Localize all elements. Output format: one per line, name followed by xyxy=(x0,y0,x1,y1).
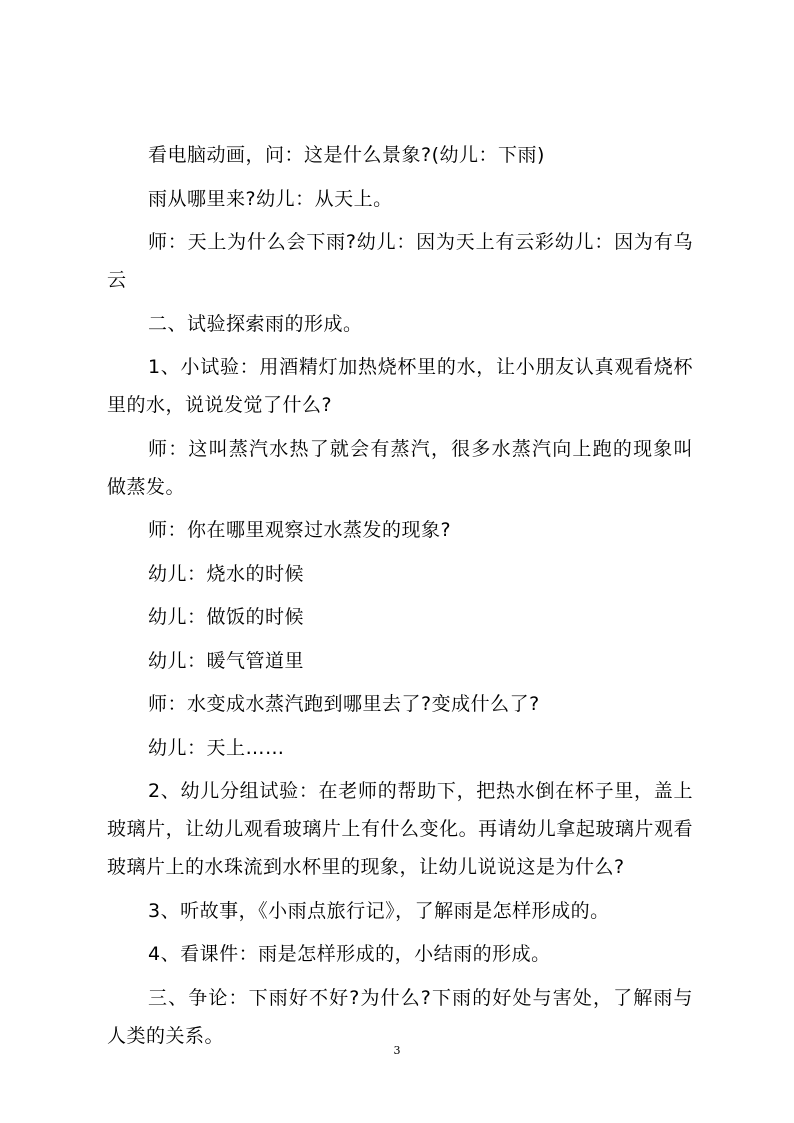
section-heading: 二、试验探索雨的形成。 xyxy=(148,312,363,335)
paragraph: 看电脑动画，问：这是什么景象?(幼儿：下雨) xyxy=(148,144,545,166)
paragraph: 师：天上为什么会下雨?幼儿：因为天上有云彩幼儿：因为有乌云 xyxy=(107,231,693,291)
paragraph: 雨从哪里来?幼儿：从天上。 xyxy=(148,187,393,210)
document-body xyxy=(107,136,693,1060)
paragraph: 1、小试验：用酒精灯加热烧杯里的水，让小朋友认真观看烧杯里的水，说说发觉了什么? xyxy=(107,356,693,416)
paragraph: 4、看课件：雨是怎样形成的，小结雨的形成。 xyxy=(148,943,551,965)
paragraph: 3、听故事，《小雨点旅行记》，了解雨是怎样形成的。 xyxy=(148,899,610,922)
paragraph: 幼儿：烧水的时候 xyxy=(148,562,305,585)
paragraph: 师：水变成水蒸汽跑到哪里去了?变成什么了? xyxy=(148,693,540,715)
paragraph: 师：你在哪里观察过水蒸发的现象? xyxy=(148,519,452,541)
paragraph: 师：这叫蒸汽水热了就会有蒸汽，很多水蒸汽向上跑的现象叫做蒸发。 xyxy=(107,437,693,498)
paragraph: 幼儿：暖气管道里 xyxy=(148,649,305,672)
paragraph: 2、幼儿分组试验：在老师的帮助下，把热水倒在杯子里，盖上玻璃片，让幼儿观看玻璃片上有什么变化。再请幼儿拿起玻璃片观看玻璃片上的水珠流到水杯里的现象，让幼儿说说这是为什么? xyxy=(107,780,693,878)
section-heading: 三、争论：下雨好不好?为什么?下雨的好处与害处，了解雨与人类的关系。 xyxy=(107,986,693,1047)
paragraph: 幼儿：做饭的时候 xyxy=(148,606,305,628)
page-number: 3 xyxy=(393,1044,401,1057)
paragraph: 幼儿：天上…… xyxy=(148,736,285,759)
